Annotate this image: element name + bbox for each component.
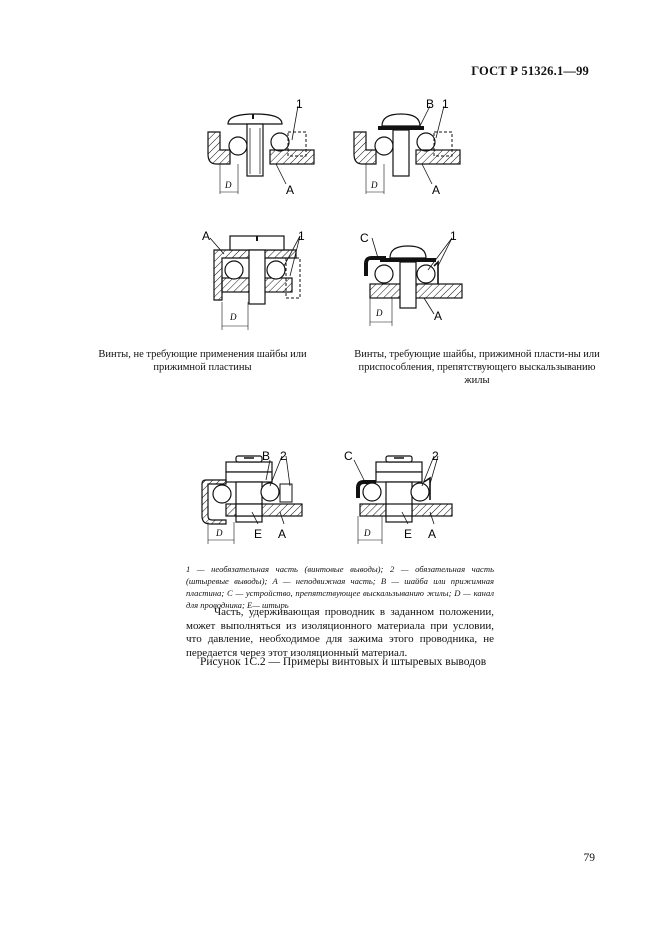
caption-screws-with-washer: Винты, требующие шайбы, прижимной пласти-ны или приспособления, препятствующего выскальзыванию жилы — [354, 349, 600, 386]
label-b: B — [426, 97, 435, 111]
label-2: 2 — [432, 449, 439, 463]
label-1: 1 — [442, 97, 449, 111]
label-b: B — [262, 449, 271, 463]
figure-screw-clamp-a — [200, 226, 320, 336]
figure-screw-washer-b — [346, 98, 466, 198]
label-1: 1 — [450, 229, 457, 243]
label-d: D — [230, 312, 237, 322]
label-1: 1 — [298, 229, 305, 243]
caption-screws-no-washer: Винты, не требующие применения шайбы или прижимной пластины — [98, 349, 307, 373]
standard-code: ГОСТ Р 51326.1—99 — [471, 64, 589, 78]
figure-pillar-c — [342, 440, 462, 550]
label-1: 1 — [296, 97, 303, 111]
figure-screw-no-washer — [200, 98, 320, 198]
label-d: D — [376, 308, 383, 318]
label-a: A — [428, 527, 437, 541]
label-a: A — [434, 309, 443, 323]
label-e: E — [254, 527, 263, 541]
label-d: D — [371, 180, 378, 190]
figure-screw-clamp-c — [356, 226, 476, 336]
label-2: 2 — [280, 449, 287, 463]
note-text: Часть, удерживающая проводник в заданном положении, может выполняться из изоляционного материала при условии, что давление, необходимое для зажима этого проводника, не передается через этот изоляционный материал. — [186, 606, 494, 659]
figure-title: Рисунок 1С.2 — Примеры винтовых и штыревых выводов — [200, 656, 487, 668]
figure-note — [186, 606, 494, 660]
label-e: E — [404, 527, 413, 541]
figure-pillar-b — [196, 440, 316, 550]
label-d: D — [216, 528, 223, 538]
label-d: D — [225, 180, 232, 190]
page-number: 79 — [583, 852, 595, 864]
figure-legend: 1 — необязательная часть (винтовые выводы); 2 — обязательная часть (штыревые выводы); A — неподвижная часть; B — шайба или прижимная пластина; C — устройство, препятствующее выскальзыванию жилы; D — канал для проводника; E— штырь — [186, 564, 494, 610]
label-d: D — [364, 528, 371, 538]
label-a: A — [278, 527, 287, 541]
label-a: A — [286, 183, 295, 197]
label-c: C — [360, 231, 369, 245]
label-a: A — [432, 183, 441, 197]
label-c: C — [344, 449, 353, 463]
label-a: A — [202, 229, 211, 243]
